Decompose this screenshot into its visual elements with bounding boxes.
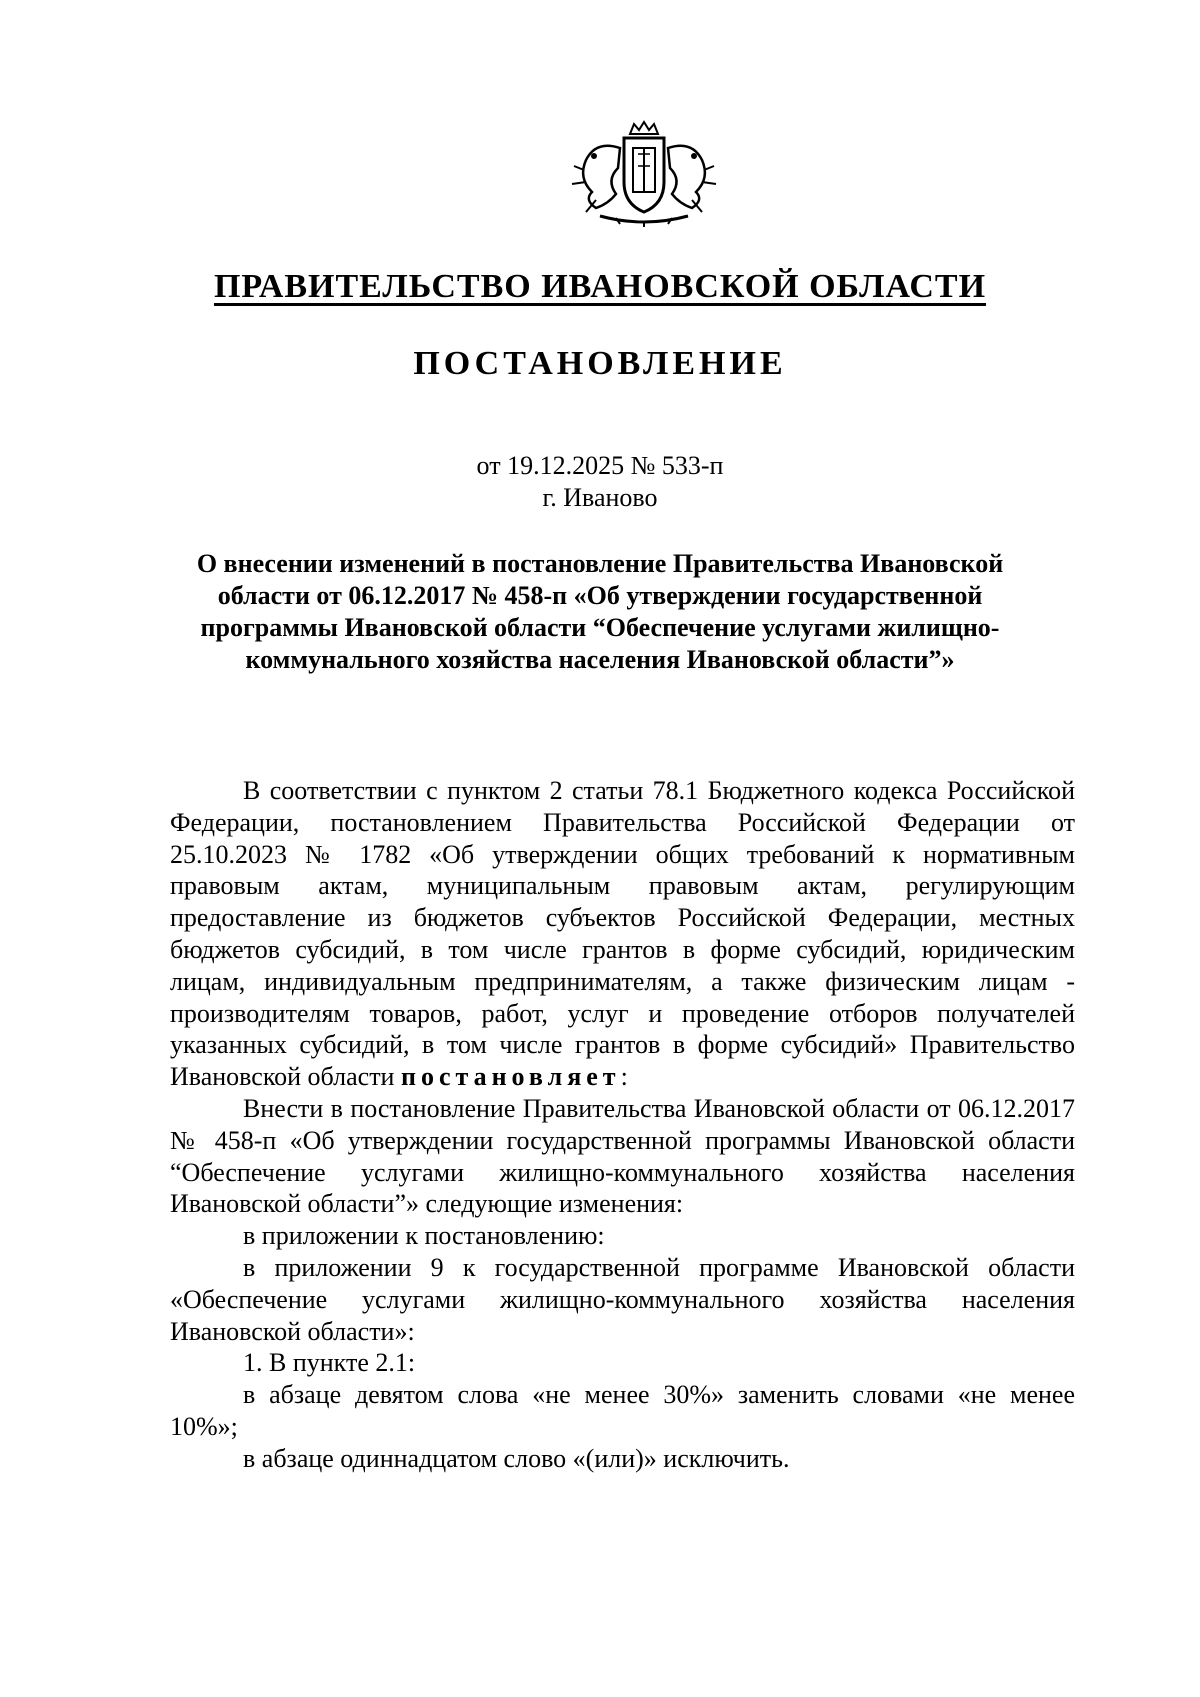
resolves-word: постановляет xyxy=(400,1062,621,1092)
date-number: от 19.12.2025 № 533-п xyxy=(476,451,724,480)
paragraph: Внести в постановление Правительства Ивановской области от 06.12.2017 № 458-п «Об утверждении государственной программы Ивановской области “Обеспечение услугами жилищно-коммунального хозяйства населения Ивановской области”» следующие изменения: xyxy=(170,1093,1075,1219)
paragraph: в приложении 9 к государственной программе Ивановской области «Обеспечение услугами жилищно-коммунального хозяйства населения Ивановской области»: xyxy=(170,1252,1075,1346)
date-and-place xyxy=(0,450,1200,514)
organization-name: ПРАВИТЕЛЬСТВО ИВАНОВСКОЙ ОБЛАСТИ xyxy=(213,268,987,305)
paragraph: 1. В пункте 2.1: xyxy=(243,1348,416,1378)
document-type: ПОСТАНОВЛЕНИЕ xyxy=(413,345,787,382)
document-body xyxy=(170,775,1075,1475)
city: г. Иваново xyxy=(542,483,658,512)
paragraph: в приложении к постановлению: xyxy=(243,1221,605,1251)
paragraph: в абзаце одиннадцатом слово «(или)» исключить. xyxy=(243,1443,790,1473)
document-title: О внесении изменений в постановление Правительства Ивановской области от 06.12.2017 № 458-п «Об утверждении государственной программы Ивановской области “Обеспечение услугами жилищно-коммунального хозяйства населения Ивановской области”» xyxy=(196,549,1004,674)
paragraph: в абзаце девятом слова «не менее 30%» заменить словами «не менее 10%»; xyxy=(170,1380,1075,1441)
paragraph-preamble: В соответствии с пунктом 2 статьи 78.1 Бюджетного кодекса Российской Федерации, постановлением Правительства Российской Федерации от 25.10.2023 № 1782 «Об утверждении общих требований к нормативным правовым актам, муниципальным правовым актам, регулирующим предоставление из бюджетов субъектов Российской Федерации, местных бюджетов субсидий, в том числе грантов в форме субсидий, юридическим лицам, индивидуальным предпринимателям, а также физическим лицам - производителям товаров, работ, услуг и проведение отборов получателей указанных субсидий, в том числе грантов в форме субсидий» Правительство Ивановской области постановляет: xyxy=(170,776,1075,1092)
coat-of-arms-icon xyxy=(556,120,732,228)
